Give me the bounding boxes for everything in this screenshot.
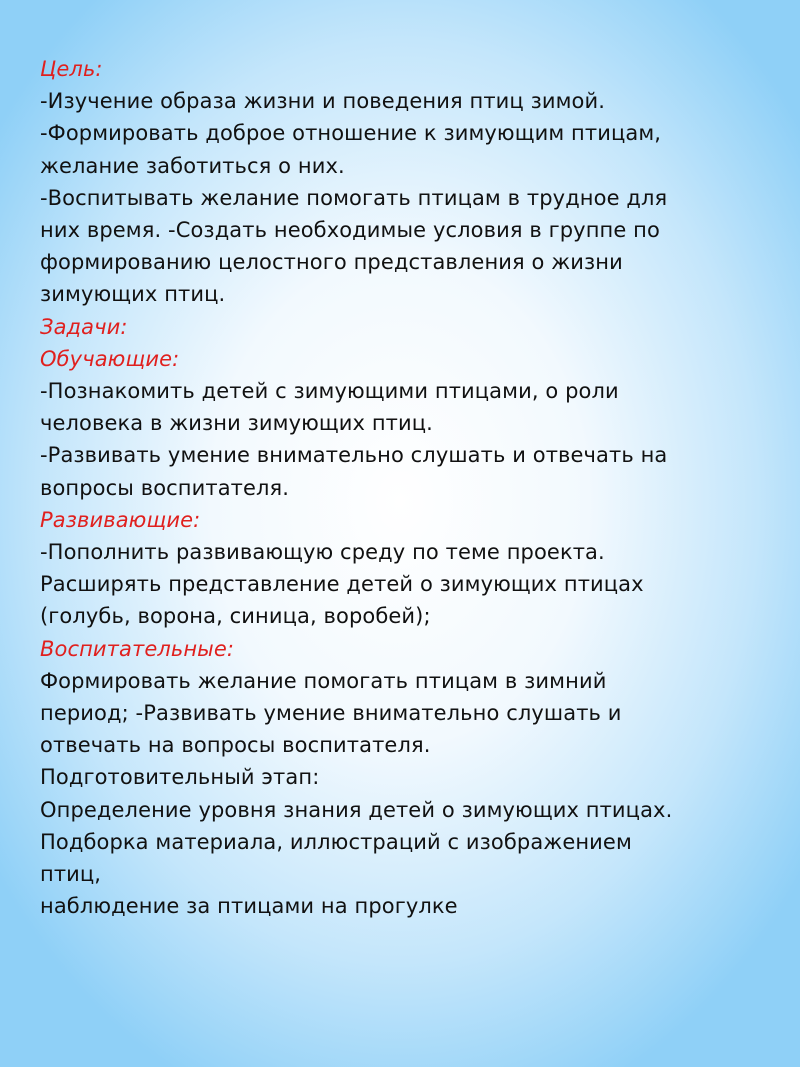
section-heading: Развивающие: <box>40 507 201 532</box>
text-line: Формировать желание помогать птицам в зимний <box>40 668 607 693</box>
text-line: них время. -Создать необходимые условия в группе по <box>40 218 660 243</box>
text-line: -Изучение образа жизни и поведения птиц зимой. <box>40 89 606 114</box>
text-line: -Формировать доброе отношение к зимующим птицам, <box>40 121 662 146</box>
section-heading: Воспитательные: <box>40 636 235 661</box>
text-line: (голубь, ворона, синица, воробей); <box>40 604 431 629</box>
text-line: Подготовительный этап: <box>40 765 320 790</box>
section-heading: Обучающие: <box>40 346 180 371</box>
text-line: зимующих птиц. <box>40 282 226 307</box>
text-line: желание заботиться о них. <box>40 153 345 178</box>
text-line: -Познакомить детей с зимующими птицами, о роли <box>40 379 619 404</box>
text-line: -Пополнить развивающую среду по теме проекта. <box>40 540 605 565</box>
text-line: -Воспитывать желание помогать птицам в трудное для <box>40 185 668 210</box>
slide-text-body <box>40 53 770 922</box>
text-line: формированию целостного представления о жизни <box>40 250 623 275</box>
text-line: Расширять представление детей о зимующих птицах <box>40 572 644 597</box>
text-line: Подборка материала, иллюстраций с изображением <box>40 829 632 854</box>
text-line: человека в жизни зимующих птиц. <box>40 411 433 436</box>
text-line: отвечать на вопросы воспитателя. <box>40 733 431 758</box>
text-line: -Развивать умение внимательно слушать и отвечать на <box>40 443 668 468</box>
text-line: птиц, <box>40 862 102 887</box>
section-heading: Задачи: <box>40 314 128 339</box>
text-line: вопросы воспитателя. <box>40 475 290 500</box>
section-heading: Цель: <box>40 57 103 81</box>
text-line: Определение уровня знания детей о зимующих птицах. <box>40 797 673 822</box>
text-line: наблюдение за птицами на прогулке <box>40 894 458 919</box>
text-line: период; -Развивать умение внимательно слушать и <box>40 701 622 726</box>
